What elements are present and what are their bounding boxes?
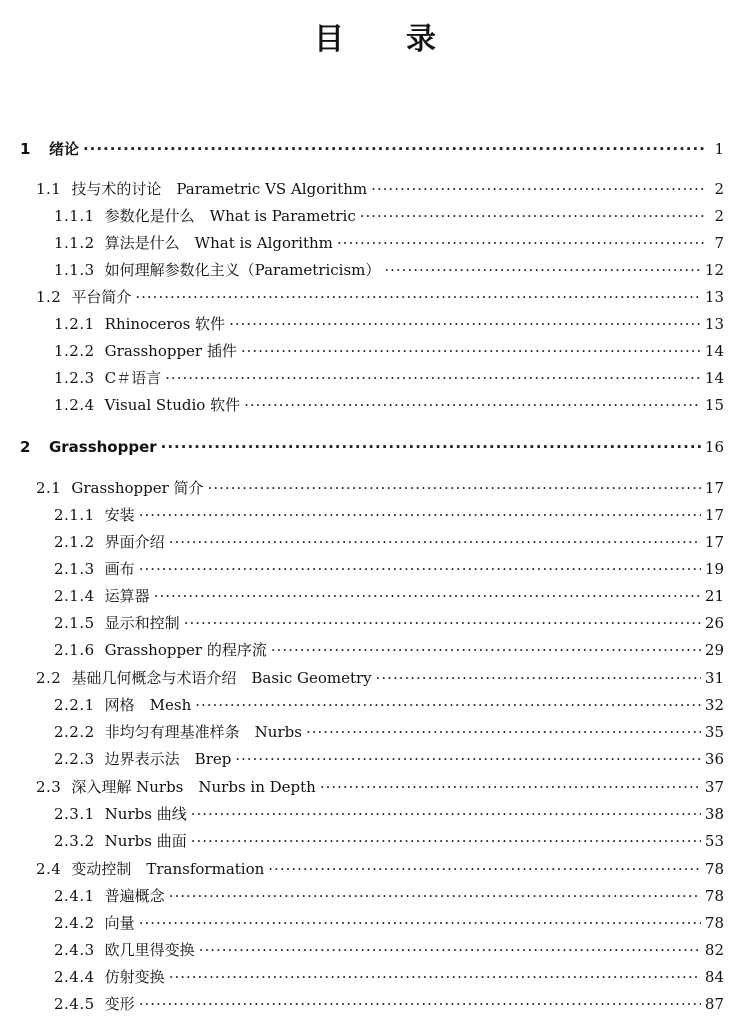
toc-page-number: 14 xyxy=(704,369,724,387)
toc-number: 2.1.3 xyxy=(54,560,95,578)
toc-leader xyxy=(376,665,701,691)
toc-page-number: 38 xyxy=(704,805,724,823)
toc-title: 深入理解 Nurbs Nurbs in Depth xyxy=(71,778,316,796)
toc-page-number: 13 xyxy=(704,288,724,306)
toc-number: 2.1 xyxy=(36,479,62,497)
toc-number: 2.3.1 xyxy=(54,805,95,823)
toc-leader xyxy=(306,719,701,745)
toc-page-number: 84 xyxy=(704,968,724,986)
toc-number: 2.1.4 xyxy=(54,587,95,605)
toc-title: 普遍概念 xyxy=(104,887,165,905)
toc-number: 2.3.2 xyxy=(54,832,95,850)
toc-page-number: 17 xyxy=(704,479,724,497)
toc-page-number: 1 xyxy=(714,140,724,158)
toc-number: 2.1.6 xyxy=(54,641,95,659)
toc-leader xyxy=(268,856,701,882)
toc-subsection-1-1-1 xyxy=(54,203,724,229)
toc-number: 2.2.2 xyxy=(54,723,95,741)
toc-page-number: 13 xyxy=(704,315,724,333)
toc-title: 画布 xyxy=(104,560,135,578)
toc-title: 基础几何概念与术语介绍 Basic Geometry xyxy=(71,669,372,687)
toc-title: 运算器 xyxy=(104,587,150,605)
toc-page-number: 31 xyxy=(704,669,724,687)
toc-page-number: 16 xyxy=(704,438,724,456)
toc-title: 技与术的讨论 Parametric VS Algorithm xyxy=(71,180,368,198)
toc-title: C＃语言 xyxy=(104,369,162,387)
toc-subsection-2-3-2 xyxy=(54,828,724,854)
toc-title: 非均匀有理基准样条 Nurbs xyxy=(104,723,302,741)
toc-page-number: 36 xyxy=(704,750,724,768)
toc-page-number: 2 xyxy=(714,180,724,198)
toc-number: 2 xyxy=(20,438,31,456)
toc-page-number: 78 xyxy=(704,887,724,905)
toc-leader xyxy=(371,176,706,202)
toc-title: Grasshopper 的程序流 xyxy=(104,641,267,659)
toc-number: 1.2.1 xyxy=(54,315,95,333)
toc-number: 2.2 xyxy=(36,669,62,687)
toc-subsection-1-2-2 xyxy=(54,338,724,364)
toc-number: 2.2.1 xyxy=(54,696,95,714)
toc-number: 2.4.4 xyxy=(54,968,95,986)
toc-section-2-4 xyxy=(36,856,724,882)
toc-number: 2.2.3 xyxy=(54,750,95,768)
toc-page-number: 12 xyxy=(704,261,724,279)
toc-number: 2.1.5 xyxy=(54,614,95,632)
toc-section-2-2 xyxy=(36,665,724,691)
toc-chapter-2 xyxy=(20,434,724,460)
toc-title: Rhinoceros 软件 xyxy=(104,315,226,333)
toc-subsection-2-1-3 xyxy=(54,556,724,582)
toc-number: 1.1.1 xyxy=(54,207,95,225)
toc-number: 1.2.2 xyxy=(54,342,95,360)
toc-page-number: 78 xyxy=(704,914,724,932)
toc-page-number: 15 xyxy=(704,396,724,414)
toc-leader xyxy=(337,230,706,256)
toc-title: 算法是什么 What is Algorithm xyxy=(104,234,333,252)
toc-title: Grasshopper 插件 xyxy=(104,342,237,360)
toc-leader xyxy=(139,502,701,528)
toc-subsection-2-4-2 xyxy=(54,910,724,936)
toc-subsection-2-2-2 xyxy=(54,719,724,745)
toc-leader xyxy=(271,637,701,663)
toc-number: 1 xyxy=(20,140,31,158)
toc-page-number: 19 xyxy=(704,560,724,578)
toc-number: 2.4 xyxy=(36,860,62,878)
toc-number: 1.2.4 xyxy=(54,396,95,414)
toc-title: 变动控制 Transformation xyxy=(71,860,265,878)
toc-title: 欧几里得变换 xyxy=(104,941,195,959)
toc-leader xyxy=(161,434,701,460)
toc-title: 如何理解参数化主义（Parametricism） xyxy=(104,261,381,279)
toc-leader xyxy=(169,964,701,990)
toc-subsection-1-2-3 xyxy=(54,365,724,391)
toc-subsection-2-1-6 xyxy=(54,637,724,663)
toc-leader xyxy=(191,801,701,827)
toc-leader xyxy=(139,910,701,936)
toc-title: 参数化是什么 What is Parametric xyxy=(104,207,356,225)
toc-title: 向量 xyxy=(104,914,135,932)
toc-number: 2.1.2 xyxy=(54,533,95,551)
toc-title: Grasshopper 简介 xyxy=(71,479,204,497)
toc-subsection-2-1-2 xyxy=(54,529,724,555)
toc-subsection-1-1-3 xyxy=(54,257,724,283)
toc-page-number: 7 xyxy=(714,234,724,252)
toc-title: 安装 xyxy=(104,506,135,524)
toc-leader xyxy=(169,529,701,555)
toc-subsection-2-1-4 xyxy=(54,583,724,609)
toc-section-2-3 xyxy=(36,774,724,800)
toc-subsection-2-4-4 xyxy=(54,964,724,990)
toc-leader xyxy=(139,556,701,582)
toc-leader xyxy=(360,203,706,229)
toc-number: 2.1.1 xyxy=(54,506,95,524)
toc-number: 1.2.3 xyxy=(54,369,95,387)
toc-chapter-1 xyxy=(20,136,724,162)
toc-title: 平台简介 xyxy=(71,288,132,306)
toc-number: 1.1.2 xyxy=(54,234,95,252)
toc-title: 显示和控制 xyxy=(104,614,180,632)
toc-number: 2.4.3 xyxy=(54,941,95,959)
page-title-right: 录 xyxy=(406,22,436,57)
toc-leader xyxy=(229,311,701,337)
toc-number: 2.4.1 xyxy=(54,887,95,905)
toc-number: 1.1.3 xyxy=(54,261,95,279)
toc-title: Nurbs 曲面 xyxy=(104,832,187,850)
toc-leader xyxy=(135,284,701,310)
toc-leader xyxy=(165,365,701,391)
toc-number: 2.4.5 xyxy=(54,995,95,1013)
toc-subsection-1-1-2 xyxy=(54,230,724,256)
toc-page-number: 29 xyxy=(704,641,724,659)
toc-title: 网格 Mesh xyxy=(104,696,192,714)
toc-leader xyxy=(320,774,701,800)
toc-leader xyxy=(154,583,701,609)
toc-subsection-2-2-3 xyxy=(54,746,724,772)
toc-number: 2.4.2 xyxy=(54,914,95,932)
toc-leader xyxy=(139,991,701,1017)
toc-subsection-2-4-5 xyxy=(54,991,724,1017)
toc-leader xyxy=(384,257,701,283)
page-title-left: 目 xyxy=(314,22,344,57)
toc-page-number: 53 xyxy=(704,832,724,850)
toc-number: 1.1 xyxy=(36,180,62,198)
toc-title: Nurbs 曲线 xyxy=(104,805,187,823)
toc-leader xyxy=(184,610,701,636)
toc-subsection-2-1-1 xyxy=(54,502,724,528)
toc-subsection-2-1-5 xyxy=(54,610,724,636)
toc-page-number: 32 xyxy=(704,696,724,714)
toc-title: 界面介绍 xyxy=(104,533,165,551)
toc-leader xyxy=(208,475,701,501)
toc-page-number: 37 xyxy=(704,778,724,796)
toc-section-1-2 xyxy=(36,284,724,310)
toc-leader xyxy=(241,338,701,364)
toc-page-number: 21 xyxy=(704,587,724,605)
toc-subsection-2-2-1 xyxy=(54,692,724,718)
toc-section-2-1 xyxy=(36,475,724,501)
toc-page-number: 87 xyxy=(704,995,724,1013)
toc-leader xyxy=(169,883,701,909)
toc-leader xyxy=(199,937,701,963)
toc-page-number: 35 xyxy=(704,723,724,741)
toc-title: 仿射变换 xyxy=(104,968,165,986)
toc-title: 变形 xyxy=(104,995,135,1013)
toc-leader xyxy=(191,828,701,854)
toc-page-number: 17 xyxy=(704,533,724,551)
toc-page-number: 17 xyxy=(704,506,724,524)
toc-page-number: 82 xyxy=(704,941,724,959)
toc-section-1-1 xyxy=(36,176,724,202)
toc-page-number: 26 xyxy=(704,614,724,632)
toc-leader xyxy=(195,692,701,718)
toc-title: 绪论 xyxy=(48,140,79,158)
toc-number: 1.2 xyxy=(36,288,62,306)
toc-title: Visual Studio 软件 xyxy=(104,396,241,414)
toc-subsection-1-2-4 xyxy=(54,392,724,418)
toc-title: 边界表示法 Brep xyxy=(104,750,232,768)
toc-leader xyxy=(235,746,701,772)
toc-title: Grasshopper xyxy=(48,438,157,456)
toc-subsection-2-4-3 xyxy=(54,937,724,963)
toc-subsection-2-3-1 xyxy=(54,801,724,827)
toc-page-number: 78 xyxy=(704,860,724,878)
toc-page-number: 2 xyxy=(714,207,724,225)
toc-leader xyxy=(83,136,706,162)
toc-subsection-2-4-1 xyxy=(54,883,724,909)
toc-subsection-1-2-1 xyxy=(54,311,724,337)
toc-leader xyxy=(244,392,701,418)
toc-page-number: 14 xyxy=(704,342,724,360)
toc-number: 2.3 xyxy=(36,778,62,796)
